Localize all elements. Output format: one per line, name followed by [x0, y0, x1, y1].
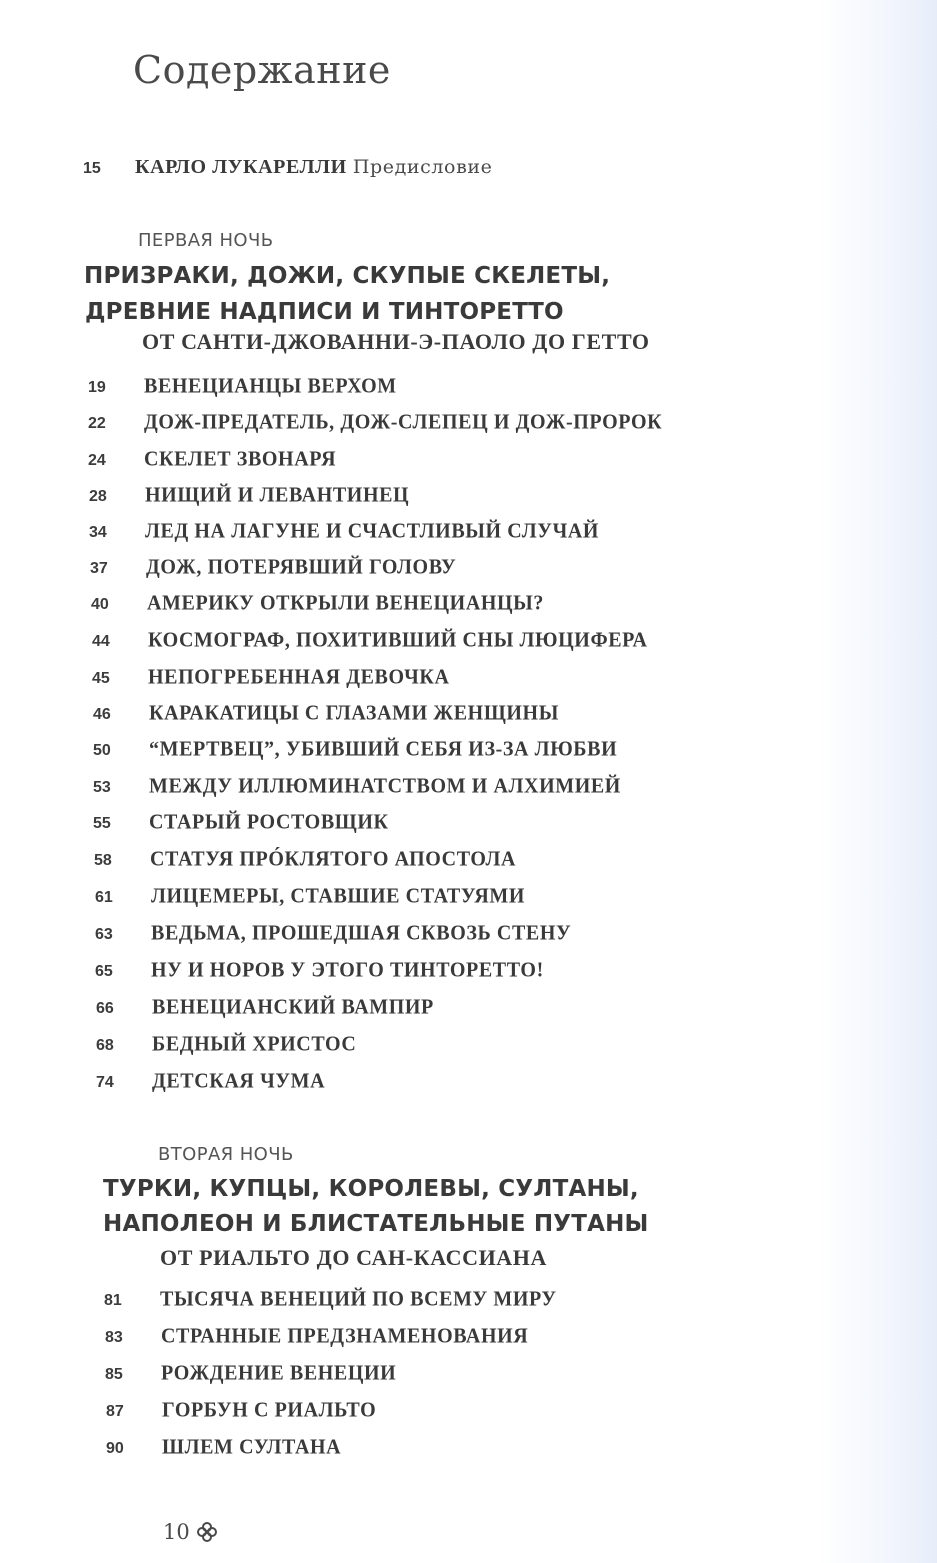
page-number: 50	[93, 742, 111, 759]
chapter-title: КАРАКАТИЦЫ С ГЛАЗАМИ ЖЕНЩИНЫ	[149, 701, 559, 725]
page-title: Содержание	[133, 48, 391, 92]
chapter-title: ДЕТСКАЯ ЧУМА	[152, 1069, 326, 1093]
page-number: 58	[94, 852, 112, 869]
page-number: 65	[95, 963, 113, 980]
toc-entry[interactable]	[93, 775, 621, 798]
chapter-title: ШЛЕМ СУЛТАНА	[162, 1435, 342, 1459]
chapter-title: РОЖДЕНИЕ ВЕНЕЦИИ	[161, 1361, 397, 1385]
toc-entry[interactable]	[94, 848, 516, 871]
preface-title: Предисловие	[352, 156, 493, 178]
chapter-title: ТЫСЯЧА ВЕНЕЦИЙ ПО ВСЕМУ МИРУ	[160, 1287, 557, 1311]
page-number: 46	[93, 706, 111, 723]
toc-entry[interactable]	[96, 996, 434, 1019]
chapter-title: ВЕДЬМА, ПРОШЕДШАЯ СКВОЗЬ СТЕНУ	[151, 921, 572, 945]
page-number: 55	[93, 815, 111, 832]
page-number: 19	[88, 379, 106, 396]
chapter-title: ЛЕД НА ЛАГУНЕ И СЧАСТЛИВЫЙ СЛУЧАЙ	[145, 519, 600, 543]
toc-entry[interactable]	[89, 520, 599, 543]
toc-entry[interactable]	[106, 1399, 376, 1422]
chapter-title: КОСМОГРАФ, ПОХИТИВШИЙ СНЫ ЛЮЦИФЕРА	[148, 628, 648, 652]
chapter-title: ГОРБУН С РИАЛЬТО	[162, 1398, 377, 1422]
route-first-night: ОТ САНТИ-ДЖОВАННИ-Э-ПАОЛО ДО ГЕТТО	[142, 329, 650, 354]
night-heading-first-line-2: ДРЕВНИЕ НАДПИСИ И ТИНТОРЕТТО	[85, 299, 564, 325]
chapter-title: ЛИЦЕМЕРЫ, СТАВШИЕ СТАТУЯМИ	[151, 884, 526, 908]
night-label-first: ПЕРВАЯ НОЧЬ	[138, 230, 274, 251]
toc-entry[interactable]	[105, 1362, 396, 1385]
chapter-title: СКЕЛЕТ ЗВОНАРЯ	[144, 447, 337, 471]
toc-entry[interactable]	[92, 629, 647, 652]
page-number: 85	[105, 1366, 123, 1383]
chapter-title: НЕПОГРЕБЕННАЯ ДЕВОЧКА	[148, 665, 450, 689]
page-bleed-through	[817, 0, 937, 1563]
route-second-night: ОТ РИАЛЬТО ДО САН-КАССИАНА	[160, 1245, 547, 1270]
toc-entry-preface[interactable]	[83, 156, 493, 179]
page-folio	[163, 1520, 218, 1544]
page-number: 44	[92, 633, 110, 650]
page-number: 40	[91, 596, 109, 613]
page-number: 37	[90, 560, 108, 577]
page-number: 53	[93, 779, 111, 796]
page-number: 24	[88, 452, 106, 469]
page-number: 66	[96, 1000, 114, 1017]
toc-entry[interactable]	[92, 666, 450, 689]
page-number: 68	[96, 1037, 114, 1054]
toc-entry[interactable]	[106, 1436, 341, 1459]
toc-entry[interactable]	[95, 885, 525, 908]
chapter-title: БЕДНЫЙ ХРИСТОС	[152, 1032, 357, 1056]
page-number: 22	[88, 415, 106, 432]
page-number: 90	[106, 1440, 124, 1457]
chapter-title: АМЕРИКУ ОТКРЫЛИ ВЕНЕЦИАНЦЫ?	[147, 591, 545, 615]
page-number: 63	[95, 926, 113, 943]
page-number: 61	[95, 889, 113, 906]
toc-entry[interactable]	[96, 1033, 356, 1056]
toc-entry[interactable]	[105, 1325, 528, 1348]
chapter-title: МЕЖДУ ИЛЛЮМИНАТСТВОМ И АЛХИМИЕЙ	[149, 774, 621, 798]
preface-author: КАРЛО ЛУКАРЕЛЛИ	[135, 156, 347, 178]
night-heading-first-line-1: ПРИЗРАКИ, ДОЖИ, СКУПЫЕ СКЕЛЕТЫ,	[84, 263, 611, 289]
page-number: 87	[106, 1403, 124, 1420]
toc-entry[interactable]	[96, 1070, 325, 1093]
night-label-second: ВТОРАЯ НОЧЬ	[158, 1144, 294, 1165]
page-number: 83	[105, 1329, 123, 1346]
toc-entry[interactable]	[104, 1288, 557, 1311]
chapter-title: ВЕНЕЦИАНСКИЙ ВАМПИР	[152, 995, 434, 1019]
toc-entry[interactable]	[93, 702, 559, 725]
toc-entry[interactable]	[93, 811, 389, 834]
page-number: 45	[92, 670, 110, 687]
toc-entry[interactable]	[89, 484, 409, 507]
toc-entry[interactable]	[88, 448, 336, 471]
chapter-title: НУ И НОРОВ У ЭТОГО ТИНТОРЕТТО!	[151, 958, 544, 982]
toc-entry[interactable]	[95, 922, 571, 945]
chapter-title: ВЕНЕЦИАНЦЫ ВЕРХОМ	[144, 374, 397, 398]
page-number: 81	[104, 1292, 122, 1309]
toc-entry[interactable]	[88, 411, 662, 434]
toc-entry[interactable]	[93, 738, 617, 761]
toc-entry[interactable]	[90, 556, 456, 579]
chapter-title: ДОЖ-ПРЕДАТЕЛЬ, ДОЖ-СЛЕПЕЦ И ДОЖ-ПРОРОК	[144, 410, 663, 434]
toc-entry[interactable]	[91, 592, 544, 615]
page-number: 15	[83, 160, 101, 177]
page-number-footer: 10	[163, 1520, 190, 1544]
night-heading-second-line-2: НАПОЛЕОН И БЛИСТАТЕЛЬНЫЕ ПУТАНЫ	[103, 1211, 649, 1237]
chapter-title: СТРАННЫЕ ПРЕДЗНАМЕНОВАНИЯ	[161, 1324, 529, 1348]
toc-entry[interactable]	[88, 375, 397, 398]
chapter-title: “МЕРТВЕЦ”, УБИВШИЙ СЕБЯ ИЗ-ЗА ЛЮБВИ	[149, 737, 618, 761]
quatrefoil-ornament-icon	[196, 1521, 218, 1543]
page-number: 28	[89, 488, 107, 505]
night-heading-second-line-1: ТУРКИ, КУПЦЫ, КОРОЛЕВЫ, СУЛТАНЫ,	[103, 1176, 639, 1202]
page-number: 34	[89, 524, 107, 541]
chapter-title: СТАТУЯ ПРÓКЛЯТОГО АПОСТОЛА	[150, 847, 517, 871]
page-number: 74	[96, 1074, 114, 1091]
chapter-title: НИЩИЙ И ЛЕВАНТИНЕЦ	[145, 483, 410, 507]
toc-entry[interactable]	[95, 959, 544, 982]
chapter-title: СТАРЫЙ РОСТОВЩИК	[149, 810, 389, 834]
chapter-title: ДОЖ, ПОТЕРЯВШИЙ ГОЛОВУ	[146, 555, 457, 579]
